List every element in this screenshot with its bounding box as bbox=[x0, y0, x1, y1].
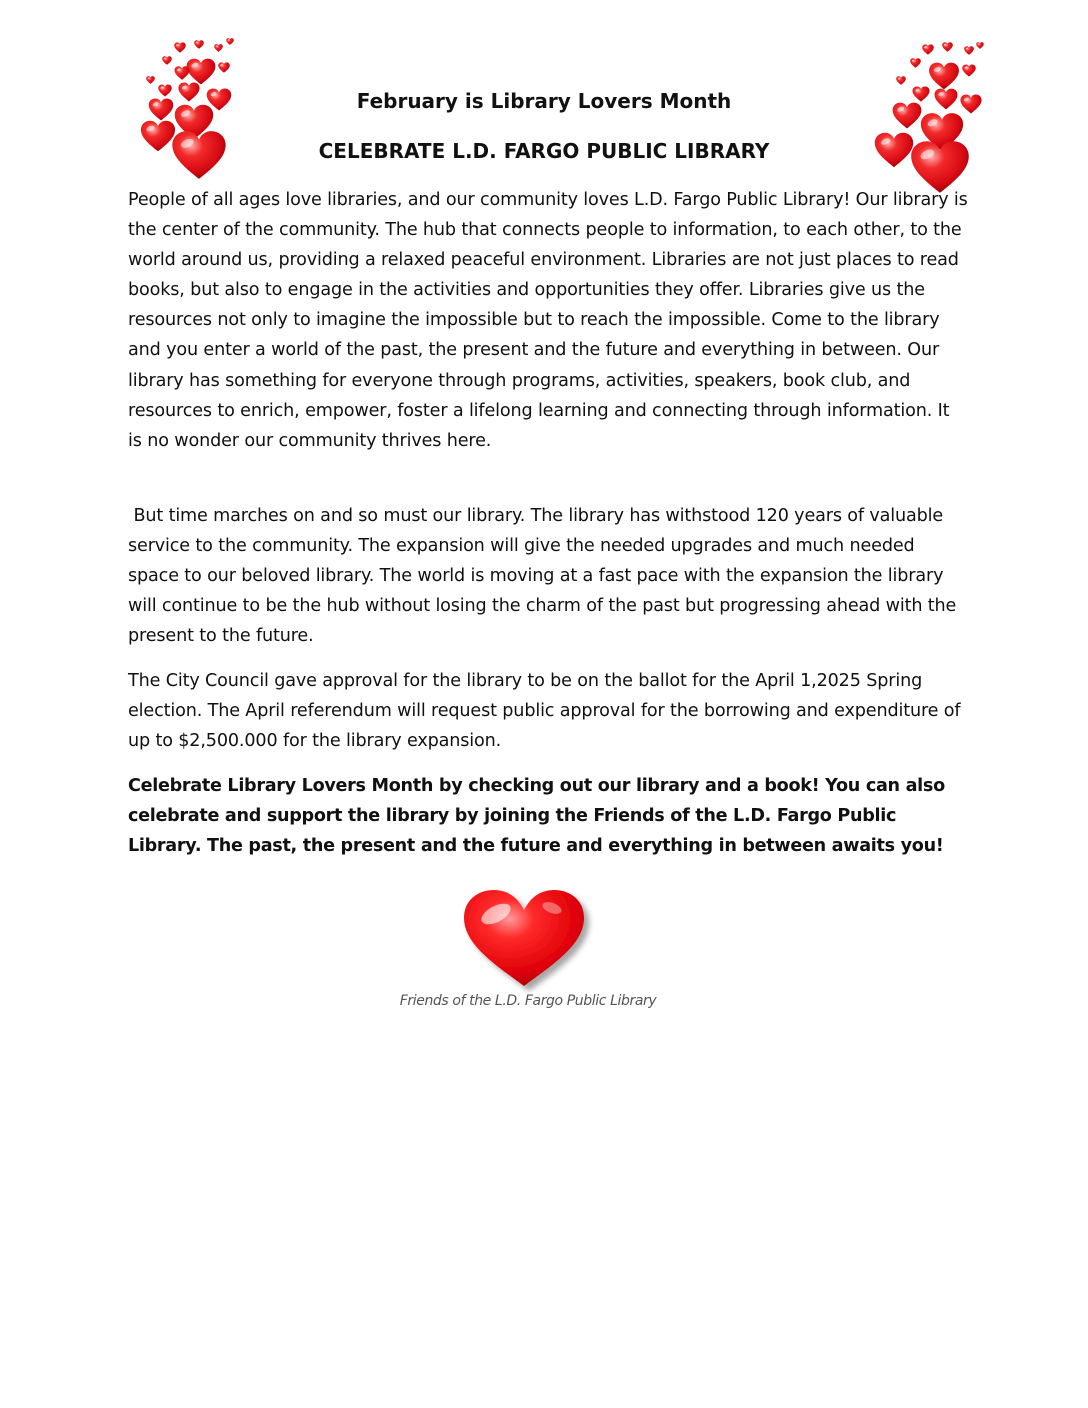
paragraph bbox=[128, 501, 968, 651]
heart-cluster-icon bbox=[868, 40, 990, 196]
closing-paragraph bbox=[128, 771, 968, 861]
paragraph-text: People of all ages love libraries, and our community loves L.D. Fargo Public Library! Our library is the center of the community. The hub that connects people to information, to each other, to the world around us, providing a relaxed peaceful environment. Libraries are not just places to read books, but also to engage in the activities and opportunities they offer. Libraries give us the resources not only to imagine the impossible but to reach the impossible. Come to the library and you enter a world of the past, the present and the future and everything in between. Our library has something for everyone through programs, activities, speakers, book club, and resources to enrich, empower, foster a lifelong learning and connecting through information. It is no wonder our community thrives here. bbox=[128, 190, 968, 451]
page-title: February is Library Lovers Month bbox=[356, 89, 732, 113]
friends-caption: Friends of the L.D. Fargo Public Library bbox=[399, 993, 657, 1009]
page-subtitle: CELEBRATE L.D. FARGO PUBLIC LIBRARY bbox=[318, 139, 770, 163]
paragraph-text: The City Council gave approval for the library to be on the ballot for the April 1,2025 Spring election. The April referendum will request public approval for the borrowing and expenditure of up to $2,500.000 for the library expansion. bbox=[128, 671, 961, 752]
heart-icon bbox=[458, 886, 598, 994]
closing-text: Celebrate Library Lovers Month by checking out our library and a book! You can also celebrate and support the library by joining the Friends of the L.D. Fargo Public Library. The past, the present and the future and everything in between awaits you! bbox=[128, 776, 945, 857]
paragraph-text: But time marches on and so must our library. The library has withstood 120 years of valuable service to the community. The expansion will give the needed upgrades and much needed space to our beloved library. The world is moving at a fast pace with the expansion the library will continue to be the hub without losing the charm of the past but progressing ahead with the present to the future. bbox=[128, 506, 962, 647]
paragraph bbox=[128, 185, 968, 456]
paragraph bbox=[128, 666, 968, 756]
